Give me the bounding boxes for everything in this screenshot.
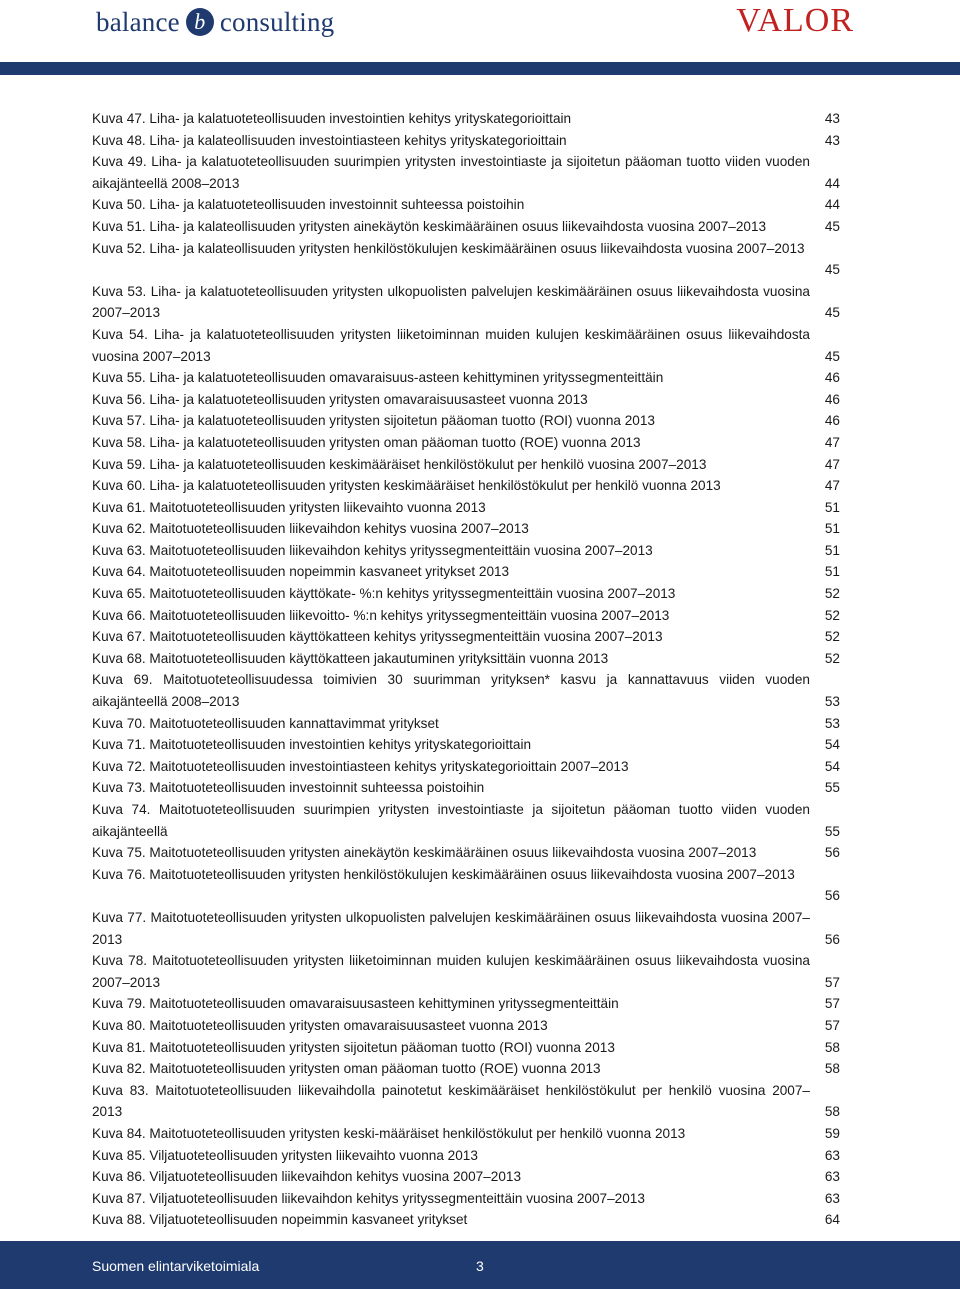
toc-entry-page: 52 [824,586,840,602]
toc-entry-page: 43 [824,132,840,148]
toc-entry[interactable] [92,1080,840,1123]
valor-logo: VALOR [736,2,854,39]
toc-entry-title: Kuva 59. Liha- ja kalatuoteteollisuuden keskimääräiset henkilöstökulut per henkilö vuosina 2007–2013 [92,456,707,472]
toc-entry-page: 47 [824,434,840,450]
toc-entry-title: Kuva 79. Maitotuoteteollisuuden omavaraisuusasteen kehittyminen yrityssegmenteittäin [92,996,619,1012]
toc-entry[interactable] [92,713,840,735]
toc-entry[interactable] [92,475,840,497]
toc-entry-page: 51 [824,521,840,537]
toc-entry[interactable] [92,194,840,216]
toc-entry-title: Kuva 47. Liha- ja kalatuoteteollisuuden investointien kehitys yrityskategorioittain [92,111,572,126]
toc-entry[interactable] [92,864,840,907]
toc-entry-title: Kuva 58. Liha- ja kalatuoteteollisuuden yritysten oman pääoman tuotto (ROE) vuonna 2013 [92,434,641,450]
toc-entry-title: Kuva 68. Maitotuoteteollisuuden käyttökatteen jakautuminen yrityksittäin vuonna 2013 [92,650,609,666]
toc-entry-page: 64 [824,1212,840,1228]
toc-entry-title: Kuva 75. Maitotuoteteollisuuden yritysten ainekäytön keskimääräinen osuus liikevaihdosta vuosina 2007–2013 [92,845,757,861]
toc-entry[interactable] [92,669,840,712]
page-number: 3 [476,1258,484,1274]
toc-entry[interactable] [92,1123,840,1145]
toc-entry-title: Kuva 50. Liha- ja kalatuoteteollisuuden investoinnit suhteessa poistoihin [92,197,525,213]
toc-entry[interactable] [92,367,840,389]
balance-consulting-logo: balance b consulting [96,6,335,37]
toc-entry-page: 52 [824,629,840,645]
toc-entry-page: 56 [824,845,840,861]
toc-entry-title: Kuva 72. Maitotuoteteollisuuden investointiasteen kehitys yrityskategorioittain 2007–2013 [92,758,629,774]
toc-entry[interactable] [92,1188,840,1210]
toc-entry-page: 57 [824,1017,840,1033]
toc-entry[interactable] [92,1145,840,1167]
toc-entry-title: Kuva 62. Maitotuoteteollisuuden liikevaihdon kehitys vuosina 2007–2013 [92,521,529,537]
toc-entry-page: 45 [824,305,840,321]
toc-entry[interactable] [92,648,840,670]
toc-entry-title: Kuva 74. Maitotuoteteollisuuden suurimpien yritysten investointiaste ja sijoitetun pääoman tuotto viiden vuoden aikajänteellä [92,802,810,839]
toc-entry-title: Kuva 64. Maitotuoteteollisuuden nopeimmin kasvaneet yritykset 2013 [92,564,510,580]
toc-entry-page: 46 [824,413,840,429]
toc-entry-page: 52 [824,650,840,666]
toc-entry-page: 47 [824,456,840,472]
toc-entry[interactable] [92,108,840,130]
toc-entry[interactable] [92,281,840,324]
toc-entry[interactable] [92,1166,840,1188]
toc-entry-title: Kuva 73. Maitotuoteteollisuuden investoinnit suhteessa poistoihin [92,780,485,796]
toc-entry-page: 57 [824,974,840,990]
toc-entry[interactable] [92,993,840,1015]
toc-entry-page: 47 [824,478,840,494]
toc-entry-page: 58 [824,1104,840,1120]
toc-entry[interactable] [92,389,840,411]
toc-entry-title: Kuva 71. Maitotuoteteollisuuden investointien kehitys yrityskategorioittain [92,737,532,753]
toc-entry-page: 46 [824,391,840,407]
toc-entry-page: 46 [824,370,840,386]
toc-entry[interactable] [92,907,840,950]
toc-entry-page: 63 [824,1190,840,1206]
toc-entry-title: Kuva 53. Liha- ja kalatuoteteollisuuden yritysten ulkopuolisten palvelujen keskimääräinen osuus liikevaihdosta vuosina 2007–2013 [92,283,810,321]
toc-entry[interactable] [92,799,840,842]
toc-entry-page: 53 [824,715,840,731]
toc-entry-page: 55 [824,823,840,839]
toc-entry-page: 45 [824,262,840,278]
toc-entry-title: Kuva 82. Maitotuoteteollisuuden yritysten oman pääoman tuotto (ROE) vuonna 2013 [92,1061,601,1077]
toc-entry-title: Kuva 85. Viljatuoteteollisuuden yritysten liikevaihto vuonna 2013 [92,1147,478,1163]
toc-entry-page: 51 [824,564,840,580]
toc-entry-title: Kuva 48. Liha- ja kalateollisuuden investointiasteen kehitys yrityskategorioittain [92,132,567,148]
toc-entry-title: Kuva 84. Maitotuoteteollisuuden yritysten keski-määräiset henkilöstökulut per henkilö vuonna 2013 [92,1125,686,1141]
toc-entry-title: Kuva 51. Liha- ja kalateollisuuden yritysten ainekäytön keskimääräinen osuus liikevaihdosta vuosina 2007–2013 [92,218,767,234]
toc-entry[interactable] [92,561,840,583]
header-bar [0,62,960,75]
toc-entry-title: Kuva 66. Maitotuoteteollisuuden liikevoitto- %:n kehitys yrityssegmenteittäin vuosina 2007–2013 [92,607,670,623]
toc-entry[interactable] [92,1037,840,1059]
toc-entry-page: 43 [824,111,840,126]
toc-entry-page: 51 [824,542,840,558]
toc-entry[interactable] [92,777,840,799]
toc-entry-page: 53 [824,694,840,710]
toc-entry-page: 54 [824,737,840,753]
toc-entry-page: 51 [824,499,840,515]
toc-entry[interactable] [92,454,840,476]
toc-entry[interactable] [92,432,840,454]
toc-entry-page: 44 [824,197,840,213]
toc-entry[interactable] [92,626,840,648]
toc-entry-page: 54 [824,758,840,774]
toc-entry-title: Kuva 86. Viljatuoteteollisuuden liikevaihdon kehitys vuosina 2007–2013 [92,1169,522,1185]
toc-entry[interactable] [92,1209,840,1231]
toc-entry-title: Kuva 52. Liha- ja kalateollisuuden yritysten henkilöstökulujen keskimääräinen osuus liikevaihdosta vuosina 2007–2013 [92,240,805,256]
toc-entry-title: Kuva 49. Liha- ja kalatuoteteollisuuden suurimpien yritysten investointiaste ja sijoitetun pääoman tuotto viiden vuoden aikajänteellä 2008–2013 [92,154,810,191]
toc-entry-page: 58 [824,1061,840,1077]
page-footer [0,1241,960,1289]
toc-entry-title: Kuva 83. Maitotuoteteollisuuden liikevaihdolla painotetut keskimääräiset henkilöstökulut per henkilö vuosina 2007–2013 [92,1082,810,1120]
toc-entry-title: Kuva 70. Maitotuoteteollisuuden kannattavimmat yritykset [92,715,439,731]
toc-entry-title: Kuva 78. Maitotuoteteollisuuden yritysten liiketoiminnan muiden kulujen keskimääräinen osuus liikevaihdosta vuosina 2007–2013 [92,953,810,990]
toc-entry-title: Kuva 60. Liha- ja kalatuoteteollisuuden yritysten keskimääräiset henkilöstökulut per henkilö vuonna 2013 [92,478,721,494]
toc-entry[interactable] [92,497,840,519]
toc-entry-title: Kuva 69. Maitotuoteteollisuudessa toimivien 30 suurimman yrityksen* kasvu ja kannattavuus viiden vuoden aikajänteellä 2008–2013 [92,672,810,710]
toc-entry-title: Kuva 87. Viljatuoteteollisuuden liikevaihdon kehitys yrityssegmenteittäin vuosina 2007–2013 [92,1190,645,1206]
toc-entry-page: 59 [824,1125,840,1141]
toc-entry[interactable] [92,238,840,281]
toc-entry[interactable] [92,950,840,993]
toc-entry[interactable] [92,583,840,605]
toc-entry-page: 52 [824,607,840,623]
toc-entry[interactable] [92,410,840,432]
toc-entry-page: 55 [824,780,840,796]
toc-entry-title: Kuva 81. Maitotuoteteollisuuden yritysten sijoitetun pääoman tuotto (ROI) vuonna 2013 [92,1039,615,1055]
toc-entry[interactable] [92,518,840,540]
toc-entry[interactable] [92,756,840,778]
toc-entry[interactable] [92,151,840,194]
toc-entry[interactable] [92,324,840,367]
toc-entry-title: Kuva 65. Maitotuoteteollisuuden käyttökate- %:n kehitys yrityssegmenteittäin vuosina 2007–2013 [92,586,676,602]
toc-entry[interactable] [92,216,840,238]
toc-entry-page: 44 [824,175,840,191]
toc-entry-page: 63 [824,1147,840,1163]
toc-entry-title: Kuva 76. Maitotuoteteollisuuden yritysten henkilöstökulujen keskimääräinen osuus liikevaihdosta vuosina 2007–2013 [92,866,795,882]
toc-entry-title: Kuva 57. Liha- ja kalatuoteteollisuuden yritysten sijoitetun pääoman tuotto (ROI) vuonna 2013 [92,413,655,429]
toc-entry-page: 57 [824,996,840,1012]
toc-entry-page: 56 [824,888,840,904]
toc-entry-page: 63 [824,1169,840,1185]
toc-entry[interactable] [92,1015,840,1037]
toc-entry[interactable] [92,605,840,627]
toc-entry-page: 58 [824,1039,840,1055]
toc-entry-title: Kuva 63. Maitotuoteteollisuuden liikevaihdon kehitys yrityssegmenteittäin vuosina 2007–2013 [92,542,653,558]
table-of-figures [92,108,840,1231]
page-header [0,0,960,62]
toc-entry-title: Kuva 80. Maitotuoteteollisuuden yritysten omavaraisuusasteet vuonna 2013 [92,1017,548,1033]
toc-entry-title: Kuva 55. Liha- ja kalatuoteteollisuuden omavaraisuus-asteen kehittyminen yrityssegmenteittäin [92,370,664,386]
logo-b-icon: b [186,8,214,36]
toc-entry[interactable] [92,130,840,152]
toc-entry-title: Kuva 56. Liha- ja kalatuoteteollisuuden yritysten omavaraisuusasteet vuonna 2013 [92,391,588,407]
toc-entry-page: 45 [824,218,840,234]
footer-title: Suomen elintarviketoimiala [92,1258,260,1274]
toc-entry[interactable] [92,734,840,756]
toc-entry[interactable] [92,540,840,562]
toc-entry-title: Kuva 88. Viljatuoteteollisuuden nopeimmin kasvaneet yritykset [92,1212,468,1228]
toc-entry[interactable] [92,842,840,864]
toc-entry-title: Kuva 54. Liha- ja kalatuoteteollisuuden yritysten liiketoiminnan muiden kulujen keskimääräinen osuus liikevaihdosta vuosina 2007–2013 [92,326,810,364]
toc-entry-title: Kuva 61. Maitotuoteteollisuuden yritysten liikevaihto vuonna 2013 [92,499,486,515]
toc-entry-title: Kuva 77. Maitotuoteteollisuuden yritysten ulkopuolisten palvelujen keskimääräinen osuus liikevaihdosta vuosina 2007–2013 [92,909,810,947]
toc-entry-page: 56 [824,931,840,947]
toc-entry-page: 45 [824,348,840,364]
toc-entry[interactable] [92,1058,840,1080]
toc-entry-title: Kuva 67. Maitotuoteteollisuuden käyttökatteen kehitys yrityssegmenteittäin vuosina 2007–2013 [92,629,663,645]
